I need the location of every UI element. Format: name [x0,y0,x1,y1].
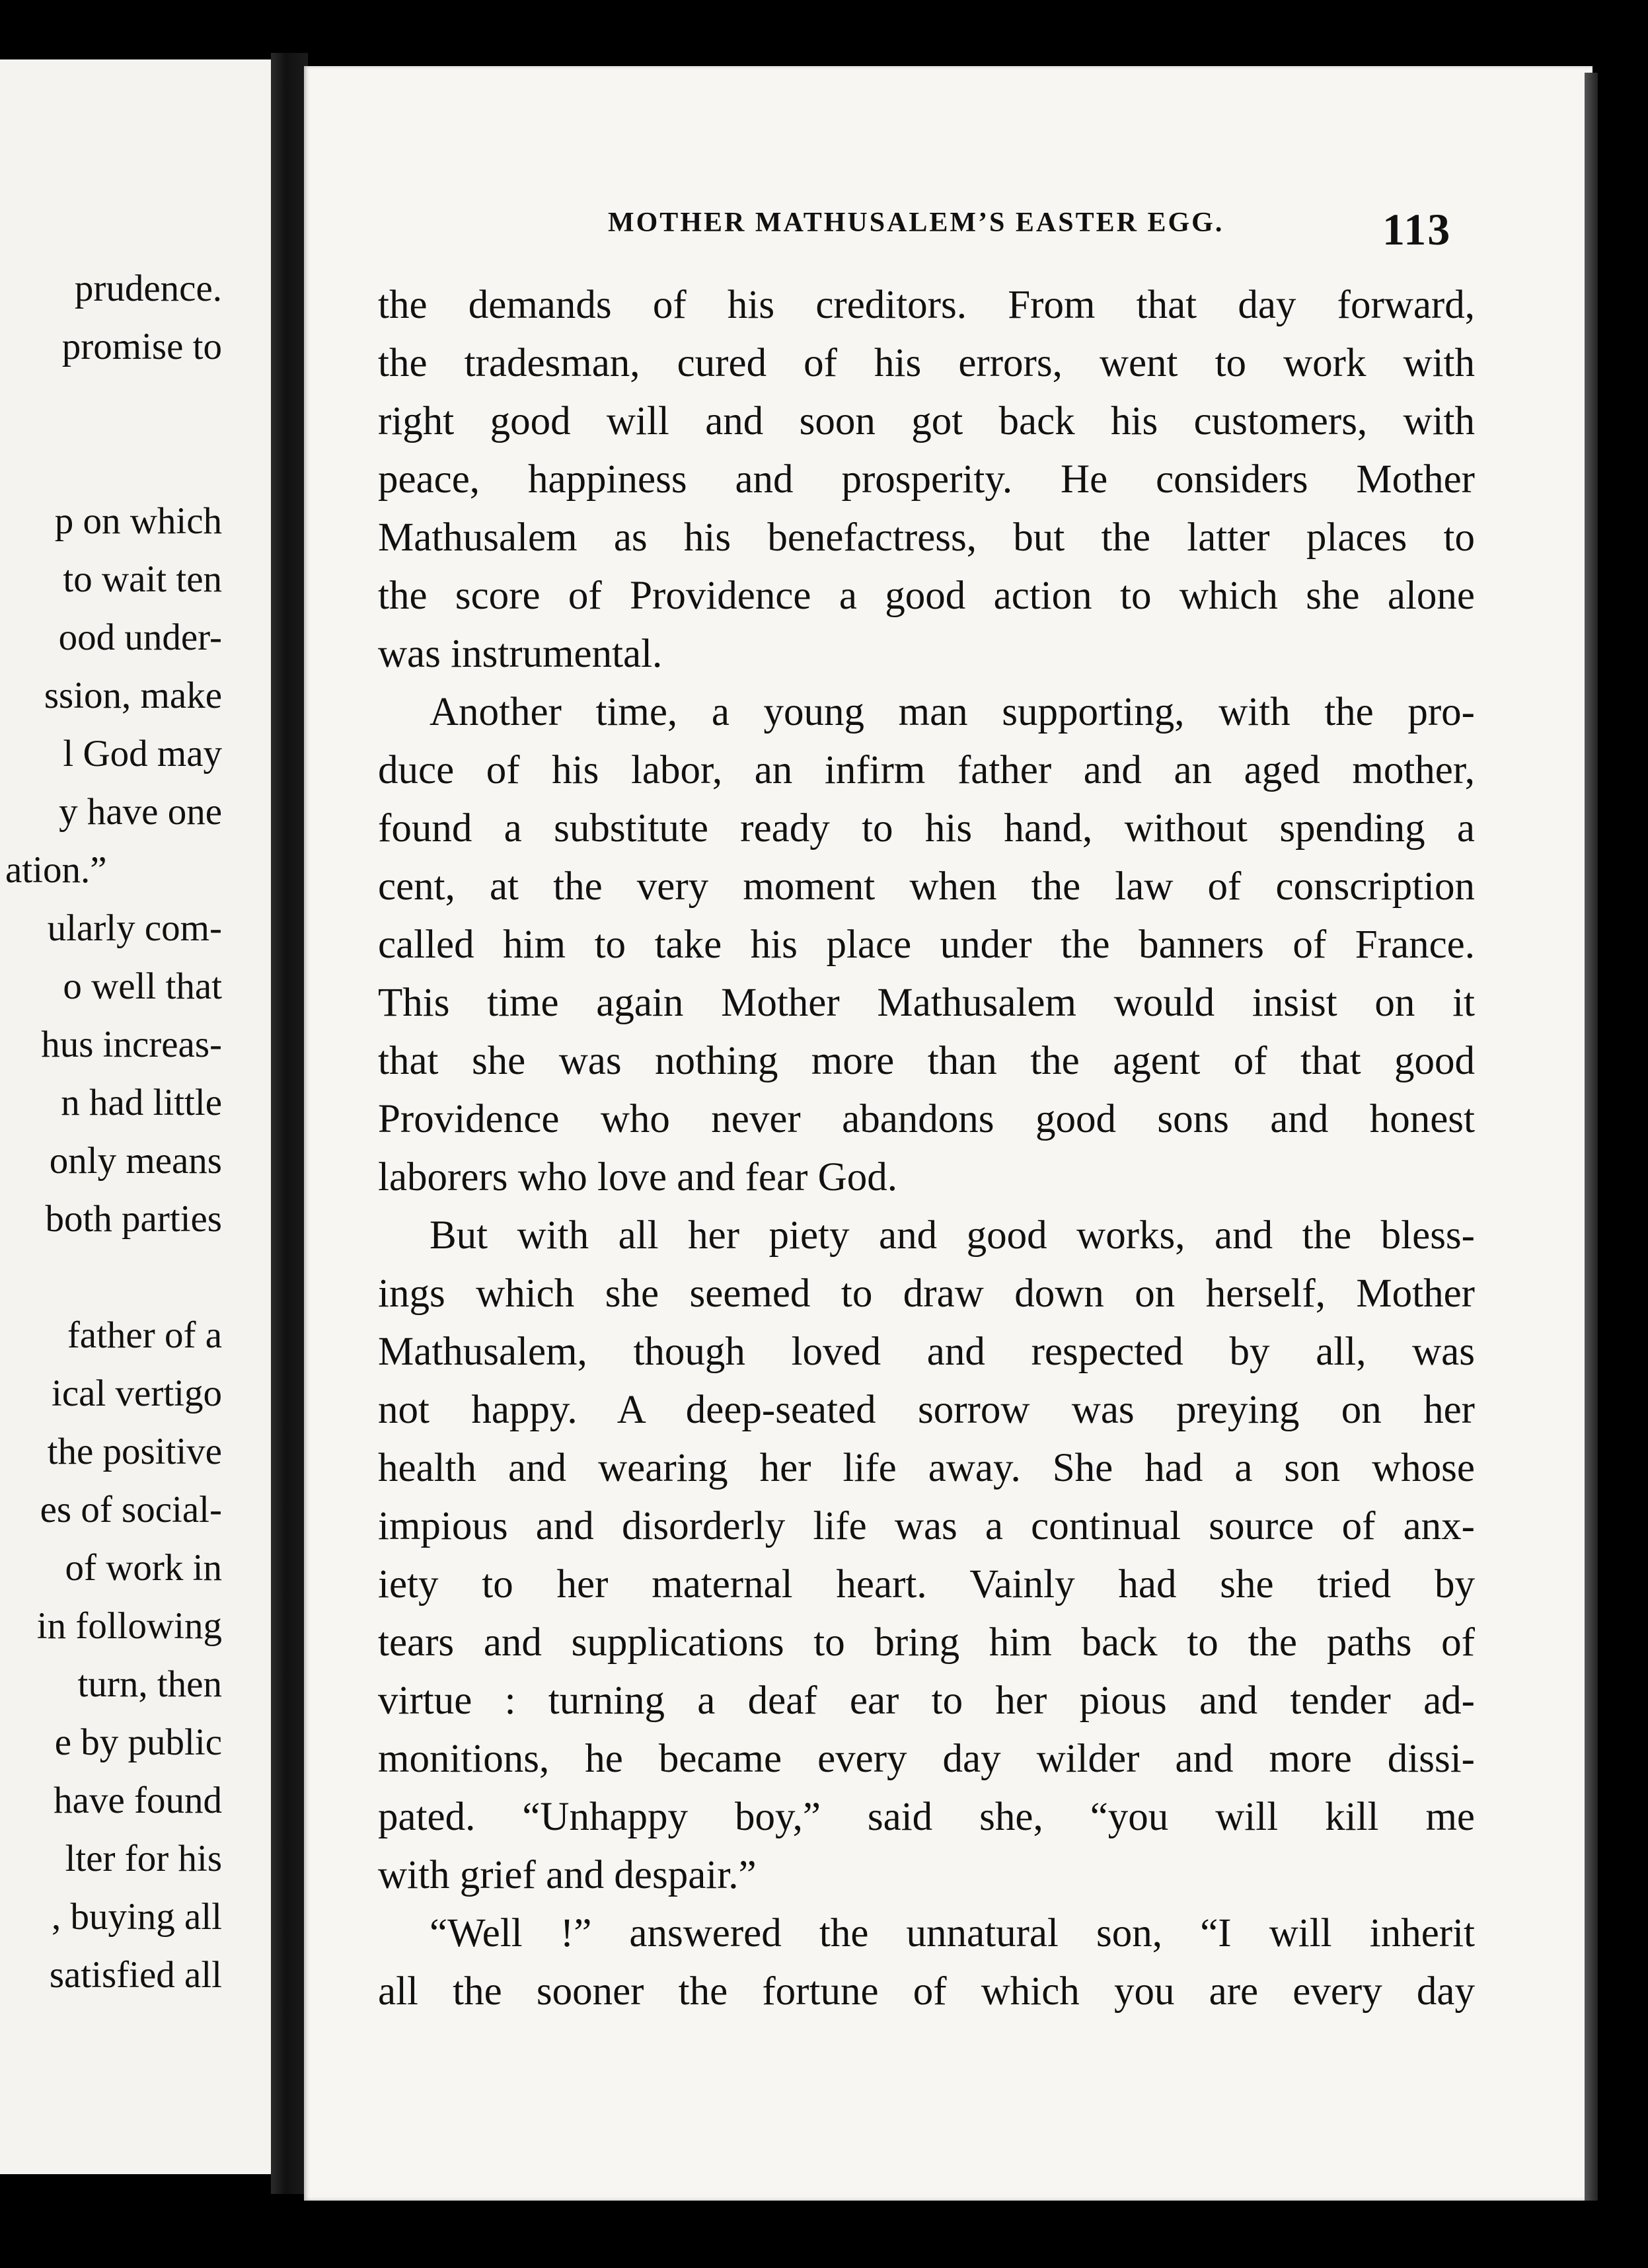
text-line: cent, at the very moment when the law of conscription [378,864,1475,909]
left-page-line: l God may [63,733,222,775]
left-page-line: ical vertigo [52,1373,222,1414]
left-page-line: , buying all [51,1896,222,1938]
previous-page-fragment [0,59,271,2174]
left-page-line: in following [36,1605,222,1647]
text-line: right good will and soon got back his customers, with [378,399,1475,443]
body-text [378,276,1475,2021]
left-page-line: have found [54,1780,222,1821]
left-page-line: o well that [63,965,222,1007]
text-line: not happy. A deep-seated sorrow was preying on her [378,1388,1475,1432]
left-page-line: hus increas- [41,1024,222,1065]
text-line: Providence who never abandons good sons and honest [378,1097,1475,1141]
text-line: ings which she seemed to draw down on herself, Mother [378,1271,1475,1316]
text-line: was instrumental. [378,632,663,676]
left-page-line: p on which [54,500,222,542]
left-page-line: lter for his [65,1838,222,1879]
left-page-line: to wait ten [63,558,222,600]
left-page-line: both parties [45,1198,222,1240]
left-page-line: only means [49,1140,222,1182]
left-page-line: n had little [61,1082,222,1123]
left-page-line: ularly com- [47,907,222,949]
text-line: the demands of his creditors. From that day forward, [378,283,1475,327]
text-line: “Well !” answered the unnatural son, “I will inherit [430,1911,1475,1955]
text-line: the score of Providence a good action to which she alone [378,574,1475,618]
text-line: called him to take his place under the banners of France. [378,923,1475,967]
text-line: peace, happiness and prosperity. He considers Mother [378,457,1475,502]
text-line: virtue : turning a deaf ear to her pious and tender ad- [378,1679,1475,1723]
left-page-line: father of a [67,1314,222,1356]
running-title: MOTHER MATHUSALEM’S EASTER EGG. [608,208,1224,238]
page-number: 113 [1382,204,1452,254]
text-line: all the sooner the fortune of which you are every day [378,1969,1475,2014]
text-line: with grief and despair.” [378,1853,757,1897]
text-line: Mathusalem as his benefactress, but the latter places to [378,515,1475,560]
left-page-line: ood under- [58,617,222,658]
left-page-line: y have one [59,791,222,833]
left-page-line: turn, then [77,1663,222,1705]
left-page-line: e by public [54,1721,222,1763]
text-line: laborers who love and fear God. [378,1155,897,1199]
text-line: This time again Mother Mathusalem would insist on it [378,981,1475,1025]
text-line: monitions, he became every day wilder and more dissi- [378,1737,1475,1781]
left-page-line: the positive [47,1431,222,1472]
left-page-line: promise to [61,326,222,367]
text-line: the tradesman, cured of his errors, went to work with [378,341,1475,385]
text-line: Another time, a young man supporting, with the pro- [430,690,1475,734]
left-page-line: satisfied all [49,1954,222,1996]
left-page-line: of work in [65,1547,222,1589]
book-gutter [271,53,308,2194]
text-line: impious and disorderly life was a continual source of anx- [378,1504,1475,1548]
left-page-line: es of social- [40,1489,222,1531]
text-line: duce of his labor, an infirm father and an aged mother, [378,748,1475,792]
page-edge-shadow [1585,73,1598,2201]
text-line: found a substitute ready to his hand, without spending a [378,806,1475,850]
text-line: health and wearing her life away. She had a son whose [378,1446,1475,1490]
text-line: But with all her piety and good works, and the bless- [430,1213,1475,1258]
text-line: pated. “Unhappy boy,” said she, “you will kill me [378,1795,1475,1839]
text-line: that she was nothing more than the agent of that good [378,1039,1475,1083]
text-line: tears and supplications to bring him back to the paths of [378,1620,1475,1665]
text-line: iety to her maternal heart. Vainly had she tried by [378,1562,1475,1606]
left-page-line: ssion, make [44,675,222,716]
left-page-line: prudence. [74,268,222,309]
left-page-line: ation.” [5,849,107,891]
text-line: Mathusalem, though loved and respected by all, was [378,1330,1475,1374]
